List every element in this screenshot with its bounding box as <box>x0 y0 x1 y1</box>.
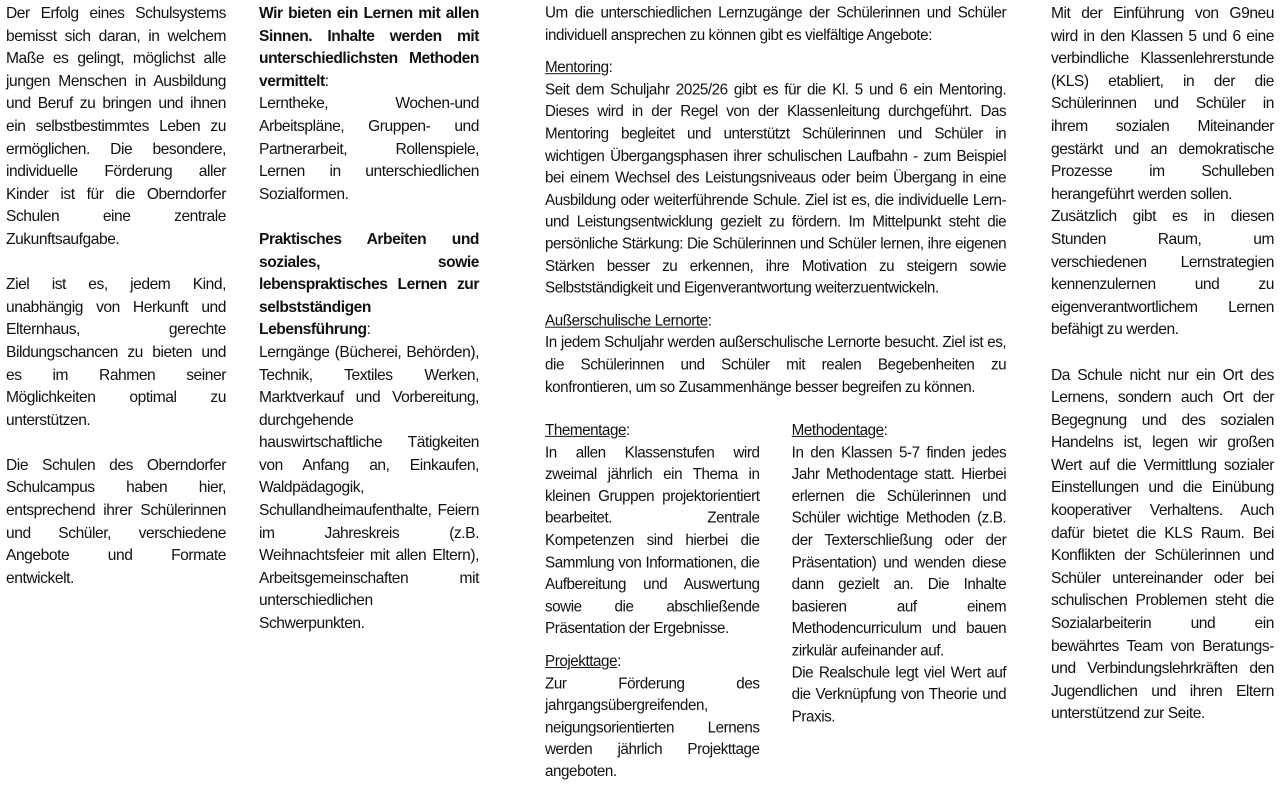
section-all-senses-text: Lerntheke, Wochen-und Arbeitspläne, Gruppen- und Partnerarbeit, Rollenspiele, Lernen in unterschiedlichen Sozialformen. <box>259 95 479 203</box>
kls-paragraph-3: Da Schule nicht nur ein Ort des Lernens, sondern auch Ort der Begegnung und des sozialen Handelns ist, legen wir großen Wert auf die Vermittlung sozialer Einstellungen und die Einübung kooperativer Verhaltens. Auch dafür bietet die KLS Raum. Bei Konflikten der Schülerinnen und Schüler untereinander oder bei schulischen Problemen steht die Sozialarbeiterin und ein bewährtes Team von Beratungs- und Verbindungslehrkräften den Jugendlichen und ihren Eltern unterstützend zur Seite. <box>1051 366 1274 723</box>
section-practical-work: Praktisches Arbeiten und soziales, sowie lebenspraktisches Lernen zur selbstständigen Lebensführung: Lerngänge (Bücherei, Behörden), Technik, Textiles Werken, Marktverkauf und Vorbereitung, durchgehende hauswirtschaftliche Tätigkeiten von Anfang an, Einkaufen, Waldpädagogik, Schullandheimaufenthalte, Feiern im Jahreskreis (z.B. Weihnachtsfeier mit allen Eltern), Arbeitsgemeinschaften mit unterschiedlichen Schwerpunkten. <box>259 230 479 633</box>
kls-paragraph-2: Zusätzlich gibt es in diesen Stunden Raum, um verschiedenen Lernstrategien kennenzulernen und zu eigenverantwortlichem Lernen befähigt zu werden. <box>1051 208 1274 339</box>
column-learning-methods <box>259 3 479 636</box>
thementage-heading: Thementage <box>545 422 626 439</box>
methodentage-text-2: Die Realschule legt viel Wert auf die Verknüpfung von Theorie und Praxis. <box>791 664 1007 726</box>
methodentage-heading: Methodentage <box>791 422 884 439</box>
projekttage-text: Zur Förderung des jahrgangsübergreifenden, neigungsorientierten Lernens werden jährlich Projekttage angeboten. <box>545 675 760 781</box>
subcolumn-methodentage <box>792 420 1007 728</box>
section-methodentage: Methodentage: In den Klassen 5-7 finden jedes Jahr Methodentage statt. Hierbei erlernen die Schülerinnen und Schüler wichtige Methoden (z.B. der Texterschließung oder der Präsentation) und wenden diese dann gezielt an. Die Inhalte basieren auf einem Methodencurriculum und bauen zirkulär aufeinander auf. <box>791 422 1007 660</box>
section-thementage: Thementage: In allen Klassenstufen wird zweimal jährlich ein Thema in kleinen Gruppen projektorientiert bearbeitet. Zentrale Kompetenzen sind hierbei die Sammlung von Informationen, die Aufbereitung und Auswertung sowie die abschließende Präsentation der Ergebnisse. <box>545 422 760 638</box>
mentoring-heading: Mentoring <box>545 59 609 77</box>
offers-intro: Um die unterschiedlichen Lernzugänge der Schülerinnen und Schüler individuell ansprechen zu können gibt es vielfältige Angebote: <box>545 4 1007 44</box>
section-practical-work-heading: Praktisches Arbeiten und soziales, sowie lebenspraktisches Lernen zur selbstständigen Lebensführung <box>259 230 479 339</box>
lernorte-heading: Außerschulische Lernorte <box>545 312 708 330</box>
projekttage-heading: Projekttage <box>545 653 618 670</box>
methodentage-text: In den Klassen 5-7 finden jedes Jahr Methodentage statt. Hierbei erlernen die Schülerinnen und Schüler wichtige Methoden (z.B. der Texterschließung oder der Präsentation) und wenden diese dann gezielt an. Die Inhalte basieren auf einem Methodencurriculum und bauen zirkulär aufeinander auf. <box>791 444 1007 660</box>
intro-paragraph-2: Ziel ist es, jedem Kind, unabhängig von Herkunft und Elternhaus, gerechte Bildungschancen zu bieten und es im Rahmen seiner Möglichkeiten optimal zu unterstützen. <box>6 276 226 429</box>
lernorte-text: In jedem Schuljahr werden außerschulische Lernorte besucht. Ziel ist es, die Schülerinnen und Schüler mit realen Begebenheiten zu konfrontieren, um so Zusammenhänge besser begreifen zu können. <box>545 334 1007 396</box>
thementage-text: In allen Klassenstufen wird zweimal jährlich ein Thema in kleinen Gruppen projektorientiert bearbeitet. Zentrale Kompetenzen sind hierbei die Sammlung von Informationen, die Aufbereitung und Auswertung sowie die abschließende Präsentation der Ergebnisse. <box>545 444 760 638</box>
section-lernorte: Außerschulische Lernorte: In jedem Schuljahr werden außerschulische Lernorte besucht. Ziel ist es, die Schülerinnen und Schüler mit realen Begebenheiten zu konfrontieren, um so Zusammenhänge besser begreifen zu können. <box>545 312 1007 396</box>
column-kls <box>1051 3 1274 726</box>
intro-paragraph-3: Die Schulen des Oberndorfer Schulcampus haben hier, entsprechend ihrer Schülerinnen und Schüler, verschiedene Angebote und Formate entwickelt. <box>6 456 226 587</box>
column-offers <box>545 3 1007 781</box>
section-all-senses-heading: Wir bieten ein Lernen mit allen Sinnen. Inhalte werden mit unterschiedlichsten Methoden vermittelt <box>259 5 479 90</box>
section-practical-work-text: Lerngänge (Bücherei, Behörden), Technik, Textiles Werken, Marktverkauf und Vorbereitung, durchgehende hauswirtschaftliche Tätigkeiten von Anfang an, Einkaufen, Waldpädagogik, Schullandheimaufenthalte, Feiern im Jahreskreis (z.B. Weihnachtsfeier mit allen Eltern), Arbeitsgemeinschaften mit unterschiedlichen Schwerpunkten. <box>259 343 479 633</box>
column-intro <box>6 3 226 590</box>
kls-paragraph-1: Mit der Einführung von G9neu wird in den Klassen 5 und 6 eine verbindliche Klassenlehrerstunde (KLS) etabliert, in der die Schülerinnen und Schüler in ihrem sozialen Miteinander gestärkt und an demokratische Prozesse im Schulleben herangeführt werden sollen. <box>1051 5 1274 203</box>
mentoring-text: Seit dem Schuljahr 2025/26 gibt es für die Kl. 5 und 6 ein Mentoring. Dieses wird in der Regel von der Klassenleitung durchgeführt. Das Mentoring begleitet und unterstützt Schülerinnen und Schüler in wichtigen Übergangsphasen ihrer schulischen Laufbahn - zum Beispiel bei einem Wechsel des Leistungsniveaus oder beim Übergang in eine Ausbildung oder weiterführende Schule. Ziel ist es, die individuelle Lern- und Leistungsentwicklung gezielt zu fördern. Im Mittelpunkt steht die persönliche Stärkung: Die Schülerinnen und Schüler lernen, ihre eigenen Stärken besser zu erkennen, ihre Motivation zu steigern sowie Selbstständigkeit und Eigenverantwortung weiterzuentwickeln. <box>545 81 1007 297</box>
section-mentoring: Mentoring: Seit dem Schuljahr 2025/26 gibt es für die Kl. 5 und 6 ein Mentoring. Dieses wird in der Regel von der Klassenleitung durchgeführt. Das Mentoring begleitet und unterstützt Schülerinnen und Schüler in wichtigen Übergangsphasen ihrer schulischen Laufbahn - zum Beispiel bei einem Wechsel des Leistungsniveaus oder beim Übergang in eine Ausbildung oder weiterführende Schule. Ziel ist es, die individuelle Lern- und Leistungsentwicklung gezielt zu fördern. Im Mittelpunkt steht die persönliche Stärkung: Die Schülerinnen und Schüler lernen, ihre eigenen Stärken besser zu erkennen, ihre Motivation zu steigern sowie Selbstständigkeit und Eigenverantwortung weiterzuentwickeln. <box>545 59 1007 297</box>
intro-paragraph-1: Der Erfolg eines Schulsystems bemisst sich daran, in welchem Maße es gelingt, möglichst alle jungen Menschen in Ausbildung und Beruf zu bringen und ihnen ein selbstbestimmtes Leben zu ermöglichen. Die besondere, individuelle Förderung aller Kinder ist für die Oberndorfer Schulen eine zentrale Zukunftsaufgabe. <box>6 5 226 248</box>
section-projekttage: Projekttage: Zur Förderung des jahrgangsübergreifenden, neigungsorientierten Lernens werden jährlich Projekttage angeboten. <box>545 653 760 781</box>
subcolumn-thementage <box>545 420 760 783</box>
section-all-senses: Wir bieten ein Lernen mit allen Sinnen. Inhalte werden mit unterschiedlichsten Methoden vermittelt: Lerntheke, Wochen-und Arbeitspläne, Gruppen- und Partnerarbeit, Rollenspiele, Lernen in unterschiedlichen Sozialformen. <box>259 5 479 203</box>
